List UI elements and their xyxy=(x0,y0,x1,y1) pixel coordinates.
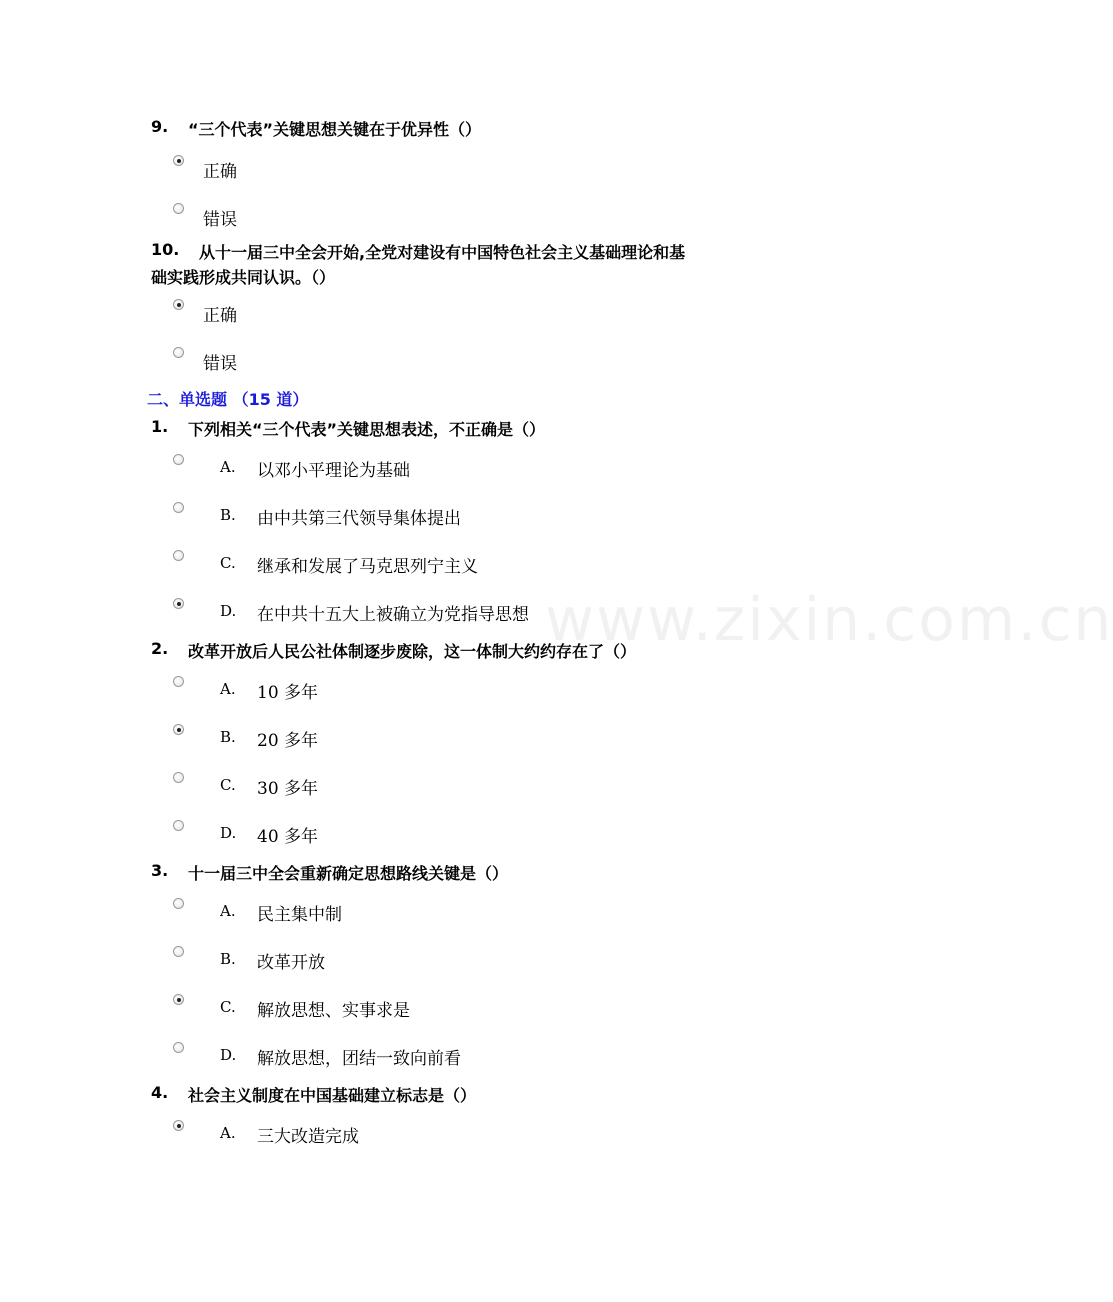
question-number: 9. xyxy=(151,117,169,136)
question-text: 改革开放后人民公社体制逐步废除，这一体制大约约存在了（） xyxy=(188,642,637,661)
option-label: 正确 xyxy=(203,306,237,326)
option-label: 民主集中制 xyxy=(257,905,342,925)
radio-q2-a[interactable] xyxy=(173,676,184,687)
question-number: 2. xyxy=(151,639,169,658)
option-label: 由中共第三代领导集体提出 xyxy=(257,509,461,529)
question-number: 3. xyxy=(151,861,169,880)
option-letter: C. xyxy=(220,776,236,794)
option-label: 解放思想，团结一致向前看 xyxy=(257,1049,461,1069)
question-text: 下列相关“三个代表”关键思想表述，不正确是（） xyxy=(188,420,546,439)
option-label: 继承和发展了马克思列宁主义 xyxy=(257,557,478,577)
option-label: 改革开放 xyxy=(257,953,325,973)
radio-q1-a[interactable] xyxy=(173,454,184,465)
radio-q3-a[interactable] xyxy=(173,898,184,909)
radio-tf10-wrong[interactable] xyxy=(173,347,184,358)
option-letter: A. xyxy=(220,902,236,920)
option-label: 正确 xyxy=(203,162,237,182)
option-label: 解放思想、实事求是 xyxy=(257,1001,410,1021)
question-text-continued: 础实践形成共同认识。（） xyxy=(151,268,336,287)
question-number: 4. xyxy=(151,1083,169,1102)
radio-q3-c[interactable] xyxy=(173,994,184,1005)
option-label: 错误 xyxy=(203,354,237,374)
radio-q2-b[interactable] xyxy=(173,724,184,735)
option-letter: A. xyxy=(220,680,236,698)
option-label: 30 多年 xyxy=(257,779,319,799)
radio-q2-d[interactable] xyxy=(173,820,184,831)
option-label: 错误 xyxy=(203,210,237,230)
option-label: 20 多年 xyxy=(257,731,319,751)
option-letter: D. xyxy=(220,1046,237,1064)
option-letter: B. xyxy=(220,728,236,746)
radio-tf9-wrong[interactable] xyxy=(173,203,184,214)
radio-tf10-correct[interactable] xyxy=(173,299,184,310)
radio-q3-d[interactable] xyxy=(173,1042,184,1053)
option-label: 10 多年 xyxy=(257,683,319,703)
question-text: “三个代表”关键思想关键在于优异性（） xyxy=(188,120,482,139)
radio-q1-b[interactable] xyxy=(173,502,184,513)
option-letter: B. xyxy=(220,506,236,524)
option-label: 在中共十五大上被确立为党指导思想 xyxy=(257,605,529,625)
option-letter: C. xyxy=(220,998,236,1016)
radio-q4-a[interactable] xyxy=(173,1120,184,1131)
radio-q1-d[interactable] xyxy=(173,598,184,609)
option-label: 以邓小平理论为基础 xyxy=(257,461,410,481)
question-number: 1. xyxy=(151,417,169,436)
option-letter: A. xyxy=(220,458,236,476)
option-letter: B. xyxy=(220,950,236,968)
radio-tf9-correct[interactable] xyxy=(173,155,184,166)
question-text: 十一届三中全会重新确定思想路线关键是（） xyxy=(188,864,509,883)
question-number: 10. xyxy=(151,240,180,259)
option-letter: D. xyxy=(220,602,237,620)
watermark: www.zixin.com.cn xyxy=(545,585,1113,655)
radio-q2-c[interactable] xyxy=(173,772,184,783)
radio-q3-b[interactable] xyxy=(173,946,184,957)
option-label: 三大改造完成 xyxy=(257,1127,359,1147)
question-text: 从十一届三中全会开始,全党对建设有中国特色社会主义基础理论和基 xyxy=(199,243,686,262)
option-letter: A. xyxy=(220,1124,236,1142)
section-title: 二、单选题 （15 道） xyxy=(147,390,309,409)
option-letter: C. xyxy=(220,554,236,572)
option-label: 40 多年 xyxy=(257,827,319,847)
option-letter: D. xyxy=(220,824,237,842)
radio-q1-c[interactable] xyxy=(173,550,184,561)
question-text: 社会主义制度在中国基础建立标志是（） xyxy=(188,1086,477,1105)
